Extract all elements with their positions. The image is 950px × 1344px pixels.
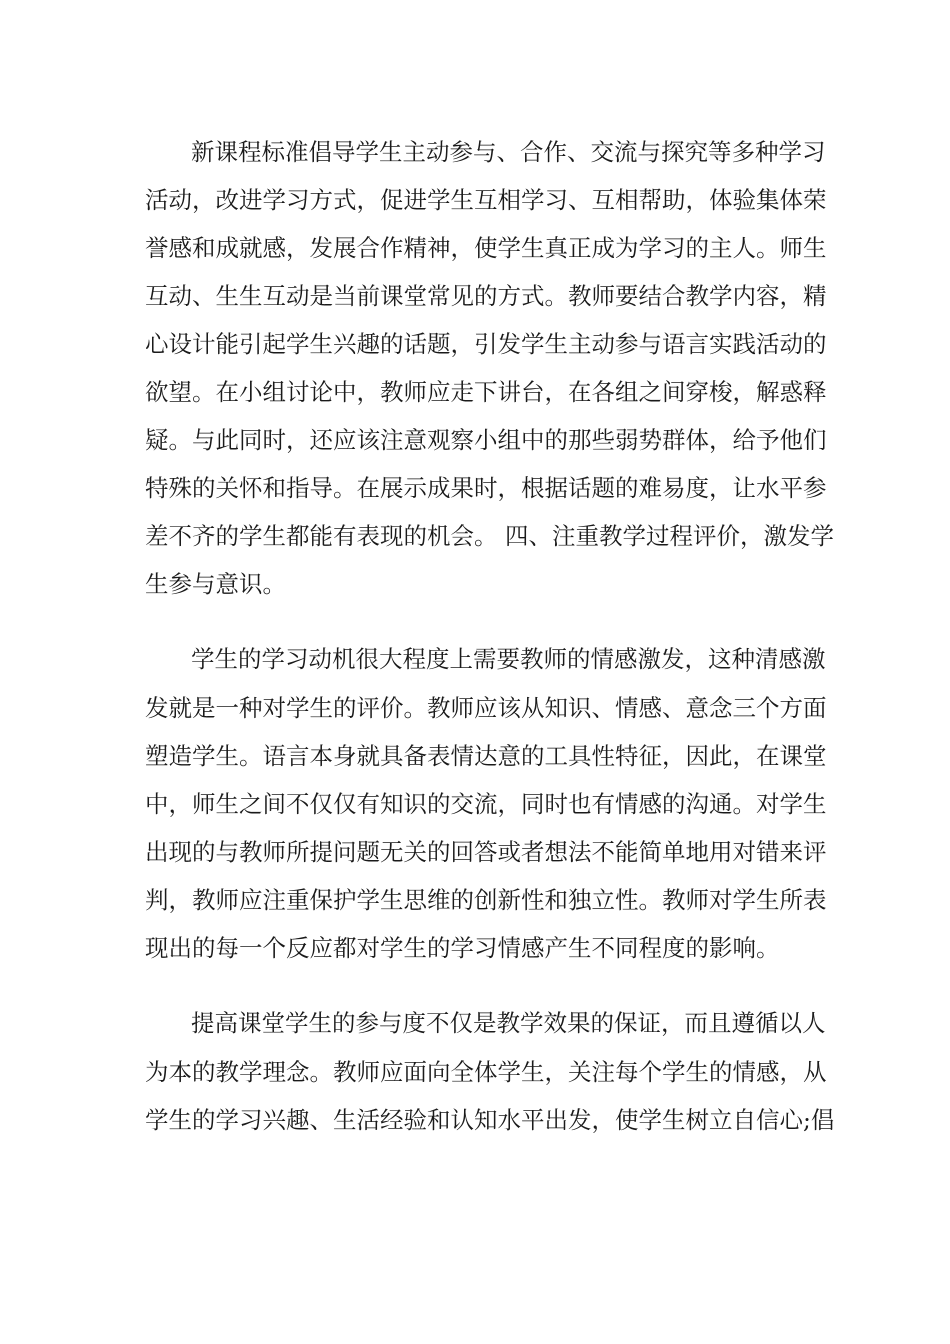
paragraph-line: 心设计能引起学生兴趣的话题，引发学生主动参与语言实践活动的 (145, 330, 827, 358)
paragraph-line: 新课程标准倡导学生主动参与、合作、交流与探究等多种学习 (191, 138, 826, 166)
paragraph-line: 为本的教学理念。教师应面向全体学生，关注每个学生的情感，从 (145, 1058, 827, 1086)
paragraph-line: 塑造学生。语言本身就具备表情达意的工具性特征，因此，在课堂 (145, 742, 827, 770)
paragraph-line: 差不齐的学生都能有表现的机会。 四、注重教学过程评价，激发学 (145, 522, 834, 550)
paragraph-line: 出现的与教师所提问题无关的回答或者想法不能简单地用对错来评 (145, 838, 827, 866)
paragraph-line: 互动、生生互动是当前课堂常见的方式。教师要结合教学内容，精 (145, 282, 827, 310)
paragraph-line: 提高课堂学生的参与度不仅是教学效果的保证，而且遵循以人 (191, 1009, 826, 1037)
paragraph-line: 学生的学习动机很大程度上需要教师的情感激发，这种清感激 (191, 645, 826, 673)
paragraph-line: 现出的每一个反应都对学生的学习情感产生不同程度的影响。 (145, 934, 780, 962)
paragraph-line: 欲望。在小组讨论中，教师应走下讲台，在各组之间穿梭，解惑释 (145, 378, 827, 406)
paragraph-line: 特殊的关怀和指导。在展示成果时，根据话题的难易度，让水平参 (145, 474, 827, 502)
paragraph-line: 发就是一种对学生的评价。教师应该从知识、情感、意念三个方面 (145, 694, 827, 722)
paragraph-line: 学生的学习兴趣、生活经验和认知水平出发，使学生树立自信心;倡 (145, 1106, 835, 1134)
paragraph-line: 生参与意识。 (145, 570, 286, 598)
paragraph-line: 中，师生之间不仅仅有知识的交流，同时也有情感的沟通。对学生 (145, 790, 827, 818)
paragraph-line: 疑。与此同时，还应该注意观察小组中的那些弱势群体，给予他们 (145, 426, 827, 454)
paragraph-line: 判，教师应注重保护学生思维的创新性和独立性。教师对学生所表 (145, 886, 827, 914)
paragraph-line: 活动，改进学习方式，促进学生互相学习、互相帮助，体验集体荣 (145, 186, 827, 214)
paragraph-line: 誉感和成就感，发展合作精神，使学生真正成为学习的主人。师生 (145, 234, 827, 262)
